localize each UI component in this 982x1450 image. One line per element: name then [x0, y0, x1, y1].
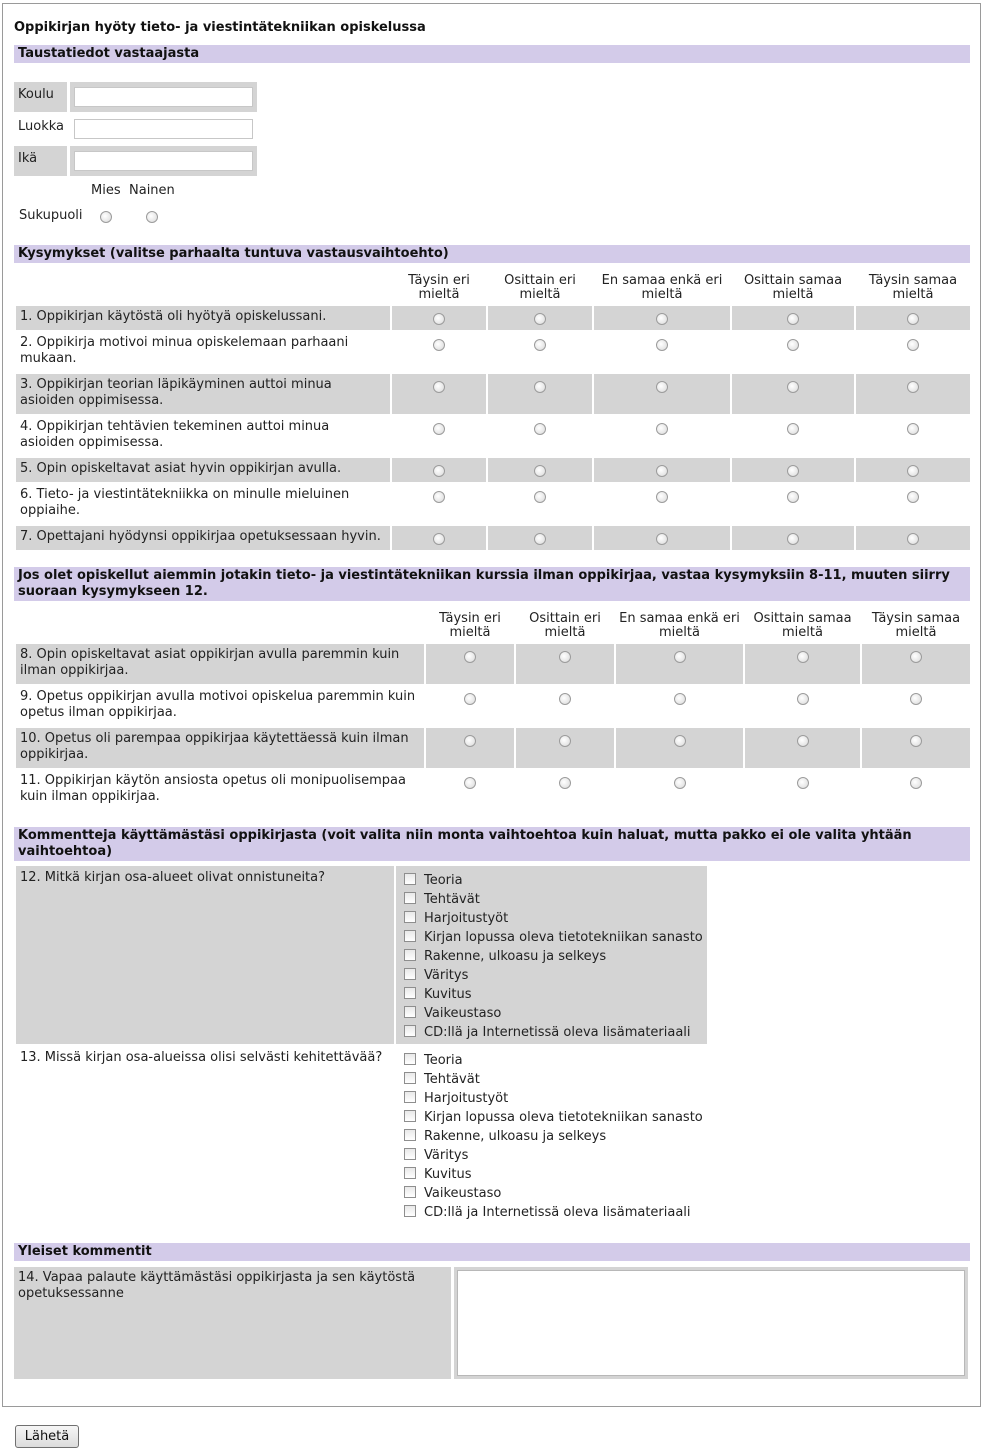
q4-radio-5[interactable] [907, 423, 919, 435]
option-sanasto [404, 928, 703, 947]
option-rakenne [404, 1127, 703, 1146]
section-heading-comments: Kommentteja käyttämästäsi oppikirjasta (voit valita niin monta vaihtoehtoa kuin haluat, mutta pakko ei ole valita yhtään vaihtoehtoa) [14, 827, 970, 861]
answer-cell [392, 374, 486, 414]
question-row-3 [16, 374, 970, 414]
answer-cell [732, 416, 854, 456]
q10-radio-2[interactable] [559, 735, 571, 747]
submit-button[interactable]: Lähetä [15, 1425, 79, 1448]
answer-cell [732, 332, 854, 372]
q1-radio-1[interactable] [433, 313, 445, 325]
option-harjoitustyot [404, 1089, 703, 1108]
field-label-luokka: Luokka [18, 119, 65, 134]
answer-cell [488, 374, 592, 414]
question-row-13 [16, 1046, 707, 1224]
scale-header-1: Täysin eri mieltä [408, 273, 470, 302]
q13-checkbox-kuvitus[interactable] [404, 1167, 416, 1179]
q9-radio-4[interactable] [797, 693, 809, 705]
q2-radio-5[interactable] [907, 339, 919, 351]
feedback-cell [454, 1267, 968, 1379]
option-varitys [404, 1146, 703, 1165]
answer-cell [862, 644, 970, 684]
option-vaikeustaso [404, 1004, 703, 1023]
option-label: Väritys [424, 968, 469, 983]
q1-radio-3[interactable] [656, 313, 668, 325]
checkbox-table [14, 864, 709, 1226]
q10-radio-4[interactable] [797, 735, 809, 747]
answer-cell [856, 416, 970, 456]
question-row-5 [16, 458, 970, 482]
q8-radio-4[interactable] [797, 651, 809, 663]
answer-cell [856, 484, 970, 524]
answer-cell [616, 770, 743, 810]
field-label-koulu: Koulu [18, 87, 54, 102]
q12-checkbox-lisamateriaali[interactable] [404, 1025, 416, 1037]
option-label: Rakenne, ulkoasu ja selkeys [424, 949, 607, 964]
q2-radio-1[interactable] [433, 339, 445, 351]
options-q12 [396, 866, 707, 1044]
likert-table-a [14, 270, 972, 552]
q2-radio-4[interactable] [787, 339, 799, 351]
answer-cell [862, 686, 970, 726]
scale-header-4: Osittain samaa mieltä [753, 611, 852, 640]
q3-radio-5[interactable] [907, 381, 919, 393]
answer-cell [594, 374, 730, 414]
scale-header-2: Osittain eri mieltä [504, 273, 576, 302]
field-row-luokka [14, 114, 257, 144]
option-label: Vaikeustaso [424, 1006, 502, 1021]
q10-radio-1[interactable] [464, 735, 476, 747]
q7-radio-1[interactable] [433, 533, 445, 545]
answer-cell [488, 332, 592, 372]
question-text-9: 9. Opetus oppikirjan avulla motivoi opiskelua paremmin kuin opetus ilman oppikirjaa. [20, 689, 416, 720]
q11-radio-1[interactable] [464, 777, 476, 789]
answer-cell [745, 686, 860, 726]
answer-cell [516, 728, 614, 768]
gender-option-nainen: Nainen [129, 183, 175, 198]
answer-cell [732, 526, 854, 550]
answer-cell [392, 484, 486, 524]
option-kuvitus [404, 1165, 703, 1184]
answer-cell [392, 306, 486, 330]
answer-cell [594, 526, 730, 550]
answer-cell [732, 484, 854, 524]
scale-header-3: En samaa enkä eri mieltä [601, 273, 723, 302]
option-label: Vaikeustaso [424, 1186, 502, 1201]
option-label: Tehtävät [424, 892, 480, 907]
answer-cell [488, 484, 592, 524]
section-heading-optional-questions: Jos olet opiskellut aiemmin jotakin tieto- ja viestintätekniikan kurssia ilman oppikirjaa, vastaa kysymyksiin 8-11, muuten siirry suoraan kysymykseen 12. [14, 567, 970, 601]
q13-checkbox-sanasto[interactable] [404, 1110, 416, 1122]
options-q13 [396, 1046, 707, 1224]
answer-cell [862, 728, 970, 768]
q12-checkbox-teoria[interactable] [404, 873, 416, 885]
option-lisamateriaali [404, 1203, 703, 1222]
answer-cell [516, 686, 614, 726]
q11-radio-5[interactable] [910, 777, 922, 789]
option-lisamateriaali [404, 1023, 703, 1042]
option-label: Harjoitustyöt [424, 1091, 509, 1106]
question-row-1 [16, 306, 970, 330]
likert-header-row [16, 610, 970, 642]
option-label: Tehtävät [424, 1072, 480, 1087]
answer-cell [488, 458, 592, 482]
question-text-11: 11. Oppikirjan käytön ansiosta opetus oli monipuolisempaa kuin ilman oppikirjaa. [20, 773, 406, 804]
question-text-4: 4. Oppikirjan tehtävien tekeminen auttoi minua asioiden oppimisessa. [20, 419, 330, 450]
answer-cell [616, 686, 743, 726]
q5-radio-4[interactable] [787, 465, 799, 477]
q4-radio-2[interactable] [534, 423, 546, 435]
section-heading-questions: Kysymykset (valitse parhaalta tuntuva vastausvaihtoehto) [14, 245, 970, 263]
option-label: Kuvitus [424, 1167, 472, 1182]
q6-radio-1[interactable] [433, 491, 445, 503]
q13-checkbox-varitys[interactable] [404, 1148, 416, 1160]
option-label: Väritys [424, 1148, 469, 1163]
answer-cell [426, 770, 514, 810]
question-text-3: 3. Oppikirjan teorian läpikäyminen auttoi minua asioiden oppimisessa. [16, 374, 390, 414]
q12-checkbox-kuvitus[interactable] [404, 987, 416, 999]
q11-radio-2[interactable] [559, 777, 571, 789]
question-text-1: 1. Oppikirjan käytöstä oli hyötyä opiskelussani. [16, 306, 390, 330]
q9-radio-1[interactable] [464, 693, 476, 705]
q9-radio-3[interactable] [674, 693, 686, 705]
question-text-5: 5. Opin opiskeltavat asiat hyvin oppikirjan avulla. [16, 458, 390, 482]
field-separator [67, 146, 70, 176]
answer-cell [594, 416, 730, 456]
q4-radio-4[interactable] [787, 423, 799, 435]
question-row-9 [16, 686, 970, 726]
option-label: CD:llä ja Internetissä oleva lisämateriaali [424, 1205, 691, 1220]
header-blank [16, 272, 390, 304]
field-row-ika [14, 146, 257, 176]
question-text-12: 12. Mitkä kirjan osa-alueet olivat onnistuneita? [16, 866, 394, 1044]
q4-radio-3[interactable] [656, 423, 668, 435]
option-kuvitus [404, 985, 703, 1004]
option-tehtavat [404, 1070, 703, 1089]
answer-cell [426, 728, 514, 768]
q4-radio-1[interactable] [433, 423, 445, 435]
answer-cell [745, 644, 860, 684]
likert-table-b [14, 608, 972, 812]
q1-radio-2[interactable] [534, 313, 546, 325]
q8-radio-3[interactable] [674, 651, 686, 663]
option-harjoitustyot [404, 909, 703, 928]
question-row-11 [16, 770, 970, 810]
q13-checkbox-harjoitustyot[interactable] [404, 1091, 416, 1103]
ika-input[interactable] [74, 151, 253, 171]
section-heading-background: Taustatiedot vastaajasta [14, 45, 970, 63]
field-separator [67, 82, 70, 112]
feedback-textarea[interactable] [457, 1270, 965, 1376]
likert-header-row [16, 272, 970, 304]
answer-cell [745, 728, 860, 768]
question-row-12 [16, 866, 707, 1044]
luokka-input[interactable] [74, 119, 253, 139]
answer-cell [488, 416, 592, 456]
answer-cell [516, 644, 614, 684]
q5-radio-5[interactable] [907, 465, 919, 477]
q7-radio-4[interactable] [787, 533, 799, 545]
q3-radio-3[interactable] [656, 381, 668, 393]
question-text-8: 8. Opin opiskeltavat asiat oppikirjan avulla paremmin kuin ilman oppikirjaa. [16, 644, 424, 684]
q3-radio-4[interactable] [787, 381, 799, 393]
option-rakenne [404, 947, 703, 966]
scale-header-5: Täysin samaa mieltä [868, 273, 958, 302]
q2-radio-3[interactable] [656, 339, 668, 351]
answer-cell [516, 770, 614, 810]
q1-radio-4[interactable] [787, 313, 799, 325]
q7-radio-2[interactable] [534, 533, 546, 545]
option-label: Teoria [424, 1053, 463, 1068]
answer-cell [732, 374, 854, 414]
answer-cell [426, 644, 514, 684]
q12-checkbox-harjoitustyot[interactable] [404, 911, 416, 923]
q3-radio-2[interactable] [534, 381, 546, 393]
answer-cell [616, 644, 743, 684]
answer-cell [392, 526, 486, 550]
scale-header-2: Osittain eri mieltä [529, 611, 601, 640]
field-row-koulu [14, 82, 257, 112]
option-label: Kirjan lopussa oleva tietotekniikan sanasto [424, 930, 703, 945]
question-text-10: 10. Opetus oli parempaa oppikirjaa käytettäessä kuin ilman oppikirjaa. [16, 728, 424, 768]
q8-radio-2[interactable] [559, 651, 571, 663]
answer-cell [745, 770, 860, 810]
answer-cell [732, 306, 854, 330]
option-tehtavat [404, 890, 703, 909]
option-vaikeustaso [404, 1184, 703, 1203]
question-row-7 [16, 526, 970, 550]
question-text-7: 7. Opettajani hyödynsi oppikirjaa opetuksessaan hyvin. [16, 526, 390, 550]
q11-radio-3[interactable] [674, 777, 686, 789]
answer-cell [856, 306, 970, 330]
q7-radio-3[interactable] [656, 533, 668, 545]
q13-checkbox-vaikeustaso[interactable] [404, 1186, 416, 1198]
question-row-6 [16, 484, 970, 524]
q13-checkbox-rakenne[interactable] [404, 1129, 416, 1141]
q1-radio-5[interactable] [907, 313, 919, 325]
q9-radio-2[interactable] [559, 693, 571, 705]
answer-cell [392, 416, 486, 456]
scale-header-4: Osittain samaa mieltä [743, 273, 843, 302]
answer-cell [426, 686, 514, 726]
option-label: Teoria [424, 873, 463, 888]
question-row-8 [16, 644, 970, 684]
q12-checkbox-rakenne[interactable] [404, 949, 416, 961]
answer-cell [594, 306, 730, 330]
option-label: Harjoitustyöt [424, 911, 509, 926]
scale-header-3: En samaa enkä eri mieltä [619, 611, 740, 640]
option-sanasto [404, 1108, 703, 1127]
q3-radio-1[interactable] [433, 381, 445, 393]
q13-checkbox-lisamateriaali[interactable] [404, 1205, 416, 1217]
gender-radio-mies[interactable] [100, 211, 112, 223]
option-varitys [404, 966, 703, 985]
answer-cell [392, 332, 486, 372]
option-label: CD:llä ja Internetissä oleva lisämateriaali [424, 1025, 691, 1040]
q10-radio-3[interactable] [674, 735, 686, 747]
answer-cell [856, 332, 970, 372]
q5-radio-3[interactable] [656, 465, 668, 477]
q7-radio-5[interactable] [907, 533, 919, 545]
question-text-6: 6. Tieto- ja viestintätekniikka on minulle mieluinen oppiaihe. [20, 487, 350, 518]
q5-radio-1[interactable] [433, 465, 445, 477]
answer-cell [856, 458, 970, 482]
section-heading-general: Yleiset kommentit [14, 1243, 970, 1261]
q12-checkbox-tehtavat[interactable] [404, 892, 416, 904]
q6-radio-3[interactable] [656, 491, 668, 503]
q11-radio-4[interactable] [797, 777, 809, 789]
field-label-ika: Ikä [18, 151, 38, 166]
answer-cell [732, 458, 854, 482]
page-title: Oppikirjan hyöty tieto- ja viestintätekniikan opiskelussa [14, 20, 426, 35]
q13-checkbox-teoria[interactable] [404, 1053, 416, 1065]
q6-radio-4[interactable] [787, 491, 799, 503]
question-text-13: 13. Missä kirjan osa-alueissa olisi selvästi kehitettävää? [20, 1050, 383, 1065]
answer-cell [856, 374, 970, 414]
q2-radio-2[interactable] [534, 339, 546, 351]
option-label: Kuvitus [424, 987, 472, 1002]
option-teoria [404, 1051, 703, 1070]
q12-checkbox-varitys[interactable] [404, 968, 416, 980]
answer-cell [594, 484, 730, 524]
q8-radio-1[interactable] [464, 651, 476, 663]
scale-header-5: Täysin samaa mieltä [871, 611, 961, 640]
answer-cell [392, 458, 486, 482]
question-row-10 [16, 728, 970, 768]
option-label: Kirjan lopussa oleva tietotekniikan sanasto [424, 1110, 703, 1125]
answer-cell [862, 770, 970, 810]
q8-radio-5[interactable] [910, 651, 922, 663]
answer-cell [616, 728, 743, 768]
answer-cell [488, 306, 592, 330]
gender-radio-nainen[interactable] [146, 211, 158, 223]
q6-radio-5[interactable] [907, 491, 919, 503]
q12-checkbox-sanasto[interactable] [404, 930, 416, 942]
option-label: Rakenne, ulkoasu ja selkeys [424, 1129, 607, 1144]
q12-checkbox-vaikeustaso[interactable] [404, 1006, 416, 1018]
question-text-14: 14. Vapaa palaute käyttämästäsi oppikirjasta ja sen käytöstä opetuksessanne [14, 1267, 451, 1379]
header-blank [16, 610, 424, 642]
answer-cell [856, 526, 970, 550]
gender-label: Sukupuoli [19, 208, 83, 223]
q5-radio-2[interactable] [534, 465, 546, 477]
question-text-2: 2. Oppikirja motivoi minua opiskelemaan parhaani mukaan. [20, 335, 349, 366]
answer-cell [488, 526, 592, 550]
q6-radio-2[interactable] [534, 491, 546, 503]
question-row-2 [16, 332, 970, 372]
q13-checkbox-tehtavat[interactable] [404, 1072, 416, 1084]
q9-radio-5[interactable] [910, 693, 922, 705]
q10-radio-5[interactable] [910, 735, 922, 747]
answer-cell [594, 458, 730, 482]
gender-option-mies: Mies [91, 183, 121, 198]
answer-cell [594, 332, 730, 372]
koulu-input[interactable] [74, 87, 253, 107]
scale-header-1: Täysin eri mieltä [439, 611, 501, 640]
option-teoria [404, 871, 703, 890]
question-row-4 [16, 416, 970, 456]
